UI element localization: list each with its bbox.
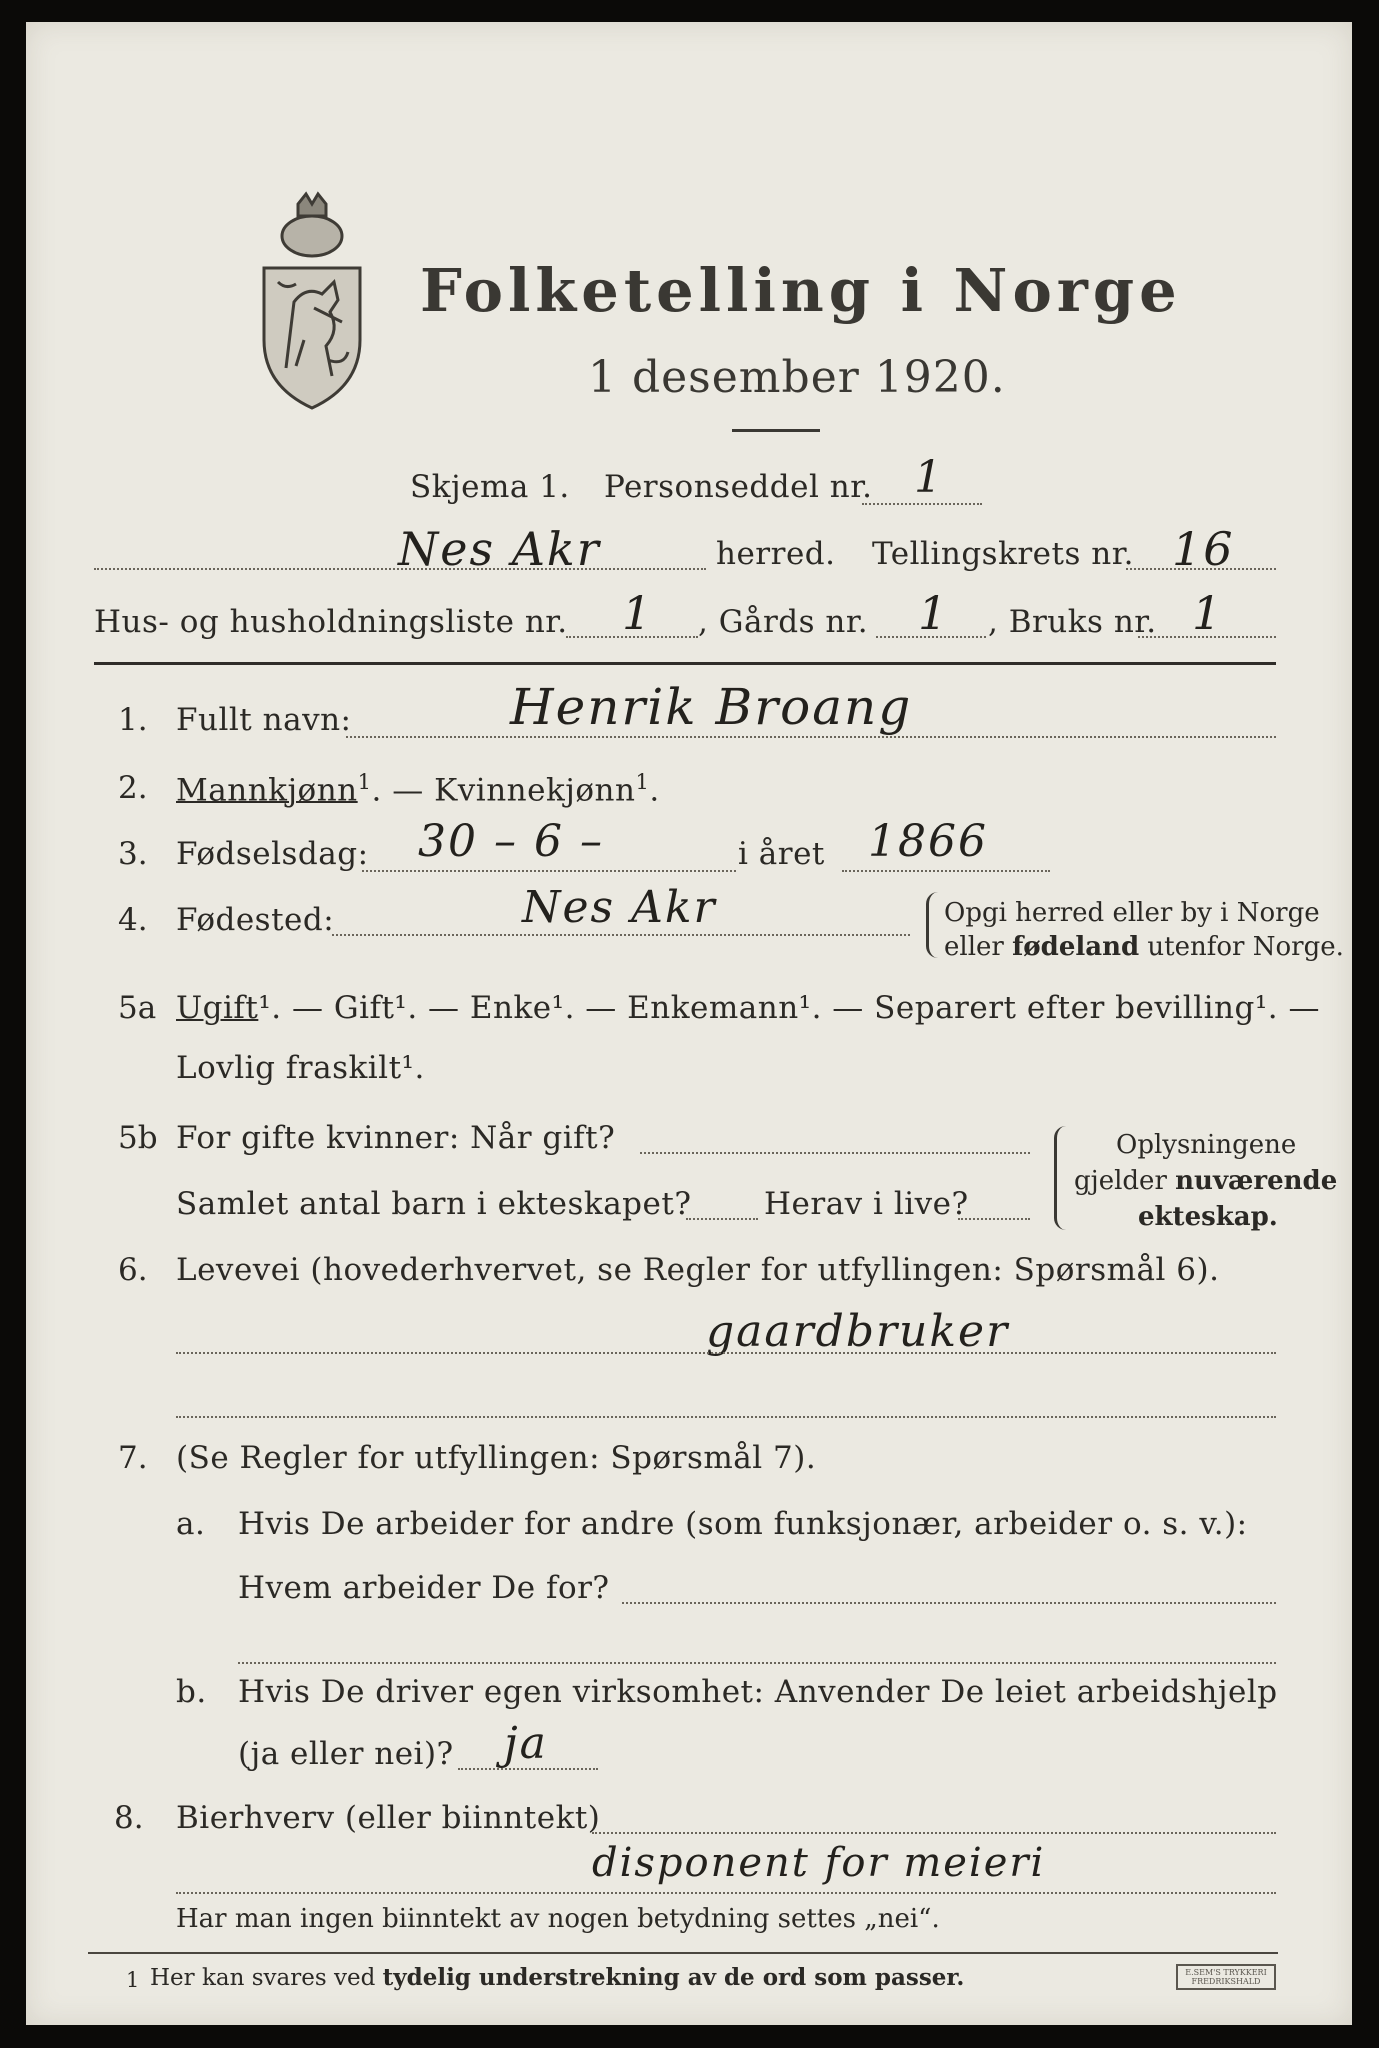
birthdate-value[interactable]: 30 – 6 – — [418, 816, 604, 867]
mannkjonn-option[interactable]: Mannkjønn — [176, 772, 358, 809]
q7b-line1: Hvis De driver egen virksomhet: Anvender De leiet arbeidshjelp — [238, 1674, 1278, 1710]
printer-stamp: E.SEM'S TRYKKERI FREDRIKSHALD — [1176, 1964, 1276, 1990]
q6-label: Levevei (hovederhvervet, se Regler for utfyllingen: Spørsmål 6). — [176, 1252, 1220, 1288]
q4-label: Fødested: — [176, 902, 335, 938]
kvinnekjonn-option[interactable]: Kvinnekjønn — [434, 772, 636, 809]
ugift-option[interactable]: Ugift — [176, 990, 259, 1026]
birthyear-value[interactable]: 1866 — [868, 816, 988, 867]
q7a-line2: Hvem arbeider De for? — [238, 1570, 610, 1606]
q5a-number: 5a — [118, 990, 157, 1026]
herred-label: herred. — [716, 536, 836, 572]
skjema-label: Skjema 1. — [410, 469, 570, 505]
q4-brace — [926, 892, 939, 958]
birthplace-value[interactable]: Nes Akr — [522, 882, 717, 933]
hus-label: Hus- og husholdningsliste nr. — [94, 604, 568, 640]
q2-options — [176, 770, 660, 808]
footnote-text: Her kan svares ved tydelig understrekning av de ord som passer. — [150, 1964, 965, 1991]
gards-label: , Gårds nr. — [698, 604, 869, 640]
alive-line — [958, 1218, 1030, 1220]
q1-number: 1. — [118, 702, 148, 738]
census-form-sheet — [26, 22, 1352, 2025]
married-when-line — [640, 1152, 1030, 1154]
employer-line1 — [622, 1602, 1276, 1604]
q7-number: 7. — [118, 1440, 148, 1476]
q5b-line1: For gifte kvinner: Når gift? — [176, 1120, 616, 1156]
q5b-children-label: Samlet antal barn i ekteskapet? — [176, 1186, 692, 1222]
hired-help-value[interactable]: ja — [504, 1718, 548, 1769]
employer-line2 — [238, 1662, 1276, 1664]
q3-label: Fødselsdag: — [176, 836, 369, 872]
personseddel-label: Personseddel nr. — [604, 469, 873, 505]
q5b-note-line3: ekteskap. — [1138, 1202, 1278, 1232]
mann-footnote-mark: 1 — [357, 770, 372, 794]
hus-value[interactable]: 1 — [622, 586, 654, 640]
q4-note-line1: Opgi herred eller by i Norge — [944, 898, 1320, 928]
q6-line1 — [176, 1352, 1276, 1354]
bruks-label: , Bruks nr. — [988, 604, 1157, 640]
q7b-letter: b. — [176, 1674, 207, 1710]
q4-note-line2: eller fødeland utenfor Norge. — [944, 932, 1344, 962]
q8-line1 — [592, 1832, 1276, 1834]
q1-line — [346, 736, 1276, 738]
q2-end: . — [649, 772, 660, 809]
norwegian-coat-of-arms-icon — [256, 190, 368, 412]
gards-value[interactable]: 1 — [918, 586, 950, 640]
year-label: i året — [738, 836, 825, 872]
q3-line — [362, 870, 736, 872]
title-rule — [732, 429, 820, 432]
q2-separator: . — — [371, 772, 424, 809]
q3-number: 3. — [118, 836, 148, 872]
q5b-alive-label: Herav i live? — [764, 1186, 969, 1222]
full-name-value[interactable]: Henrik Broang — [510, 678, 913, 736]
q8-note: Har man ingen biinntekt av nogen betydning settes „nei“. — [176, 1904, 940, 1934]
q5b-note-line2: gjelder nuværende — [1074, 1166, 1338, 1196]
q5b-note-line1: Oplysningene — [1116, 1130, 1297, 1160]
q4-number: 4. — [118, 902, 148, 938]
footnote-divider — [88, 1952, 1278, 1954]
q8-number: 8. — [114, 1800, 144, 1836]
q5b-brace — [1054, 1126, 1067, 1230]
bruks-value[interactable]: 1 — [1192, 586, 1224, 640]
q2-number: 2. — [118, 770, 148, 806]
side-income-value[interactable]: disponent for meieri — [592, 1840, 1046, 1886]
herred-value[interactable]: Nes Akr — [398, 522, 601, 576]
marital-other-options[interactable]: ¹. — Gift¹. — Enke¹. — Enkemann¹. — Separert efter bevilling¹. — — [258, 990, 1320, 1026]
kvinne-footnote-mark: 1 — [635, 770, 650, 794]
year-line — [842, 870, 1050, 872]
personseddel-line — [862, 503, 982, 505]
q8-label: Bierhverv (eller biinntekt) — [176, 1800, 601, 1836]
lovlig-fraskilt-option[interactable]: Lovlig fraskilt¹. — [176, 1050, 425, 1086]
q7-label: (Se Regler for utfyllingen: Spørsmål 7). — [176, 1440, 817, 1476]
occupation-value[interactable]: gaardbruker — [706, 1306, 1010, 1357]
q1-label: Fullt navn: — [176, 702, 352, 738]
q5b-number: 5b — [118, 1120, 158, 1156]
tellingskrets-label: Tellingskrets nr. — [872, 536, 1134, 572]
personseddel-value[interactable]: 1 — [914, 452, 944, 503]
header-divider — [94, 662, 1276, 665]
q4-line — [332, 934, 910, 936]
q7a-line1: Hvis De arbeider for andre (som funksjonær, arbeider o. s. v.): — [238, 1506, 1248, 1542]
footnote-mark: 1 — [126, 1968, 140, 1992]
form-title: Folketelling i Norge — [420, 256, 1182, 325]
children-line — [686, 1218, 758, 1220]
form-date: 1 desember 1920. — [588, 352, 1006, 403]
q6-number: 6. — [118, 1252, 148, 1288]
q7a-letter: a. — [176, 1506, 206, 1542]
q5a-options — [176, 990, 1320, 1026]
tellingskrets-value[interactable]: 16 — [1172, 522, 1235, 576]
q6-line2 — [176, 1416, 1276, 1418]
q7b-line2: (ja eller nei)? — [238, 1736, 454, 1772]
q8-line2 — [176, 1892, 1276, 1894]
